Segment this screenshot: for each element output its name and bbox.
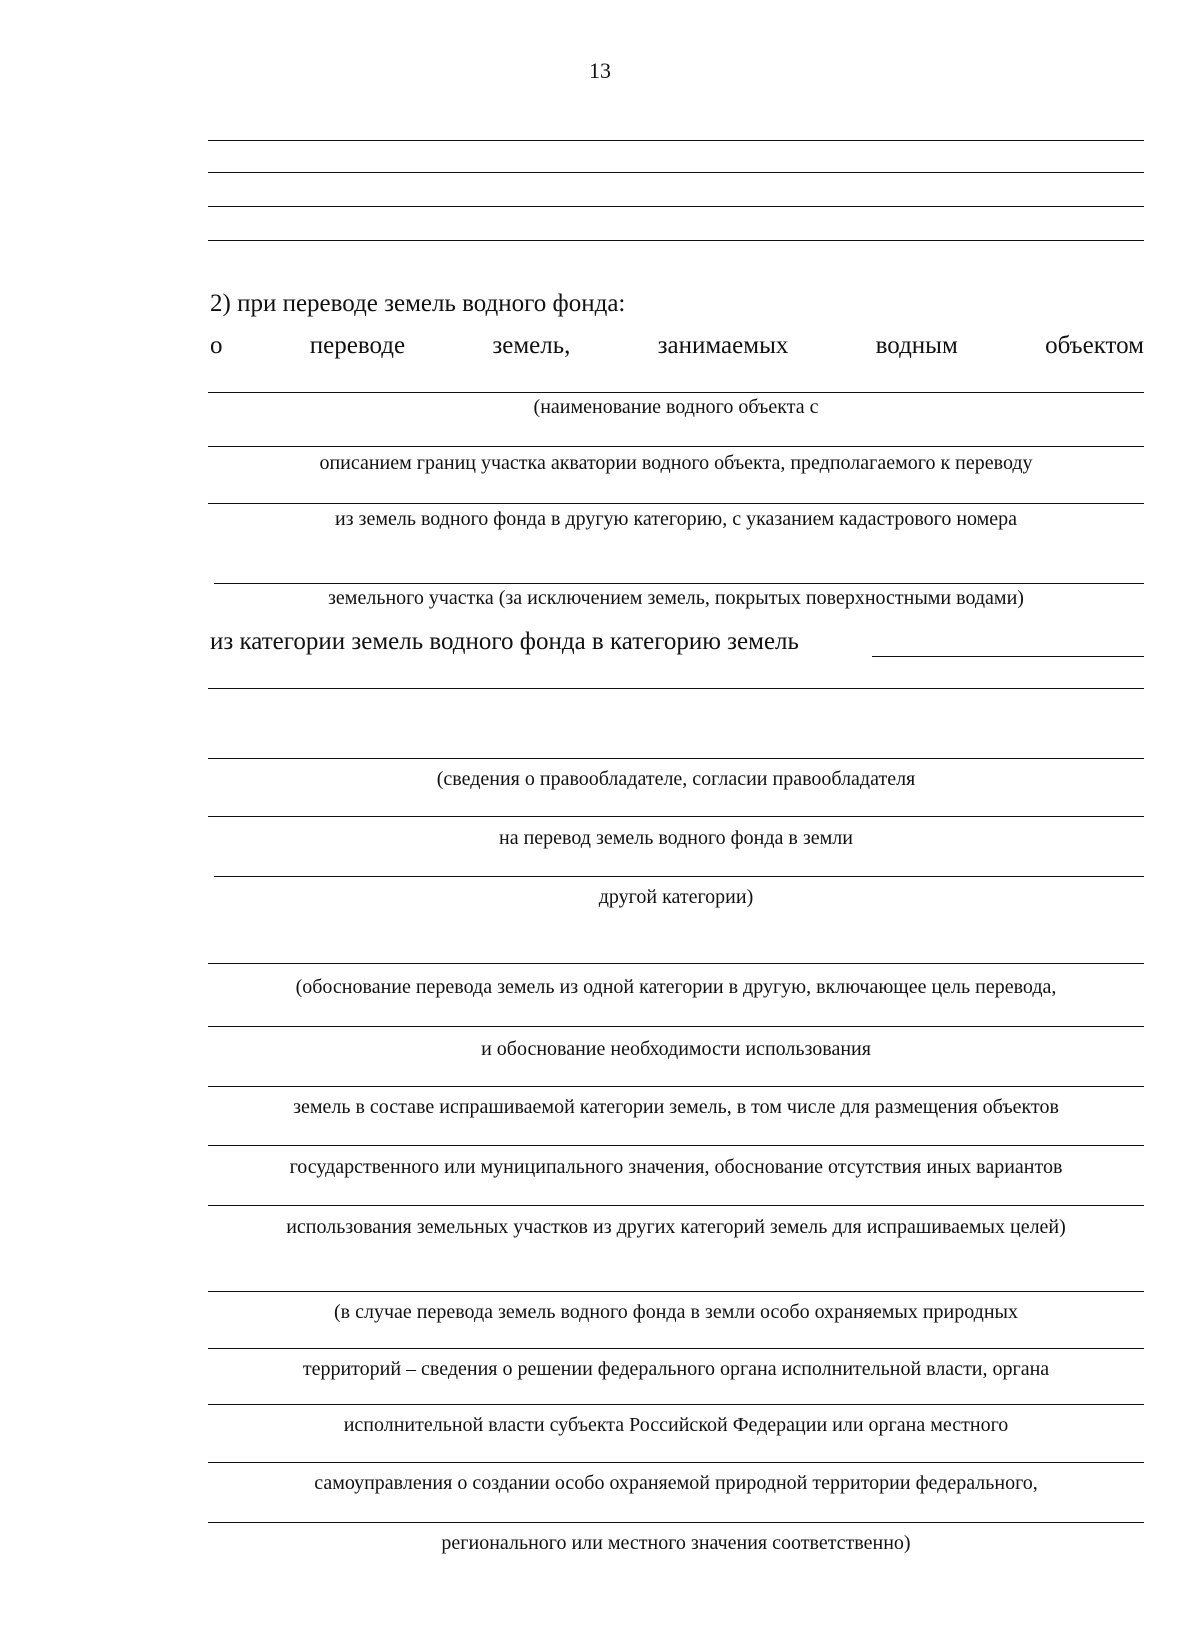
- caption-protected-3: исполнительной власти субъекта Российской Федерации или органа местного: [343, 1414, 1009, 1436]
- fill-line: [214, 583, 1144, 584]
- fill-line: [208, 1145, 1144, 1146]
- fill-line: [208, 503, 1144, 504]
- caption-justification-2: и обоснование необходимости использования: [481, 1038, 871, 1060]
- fill-line: [208, 392, 1144, 393]
- caption-water-object-2: описанием границ участка акватории водного объекта, предполагаемого к переводу: [319, 452, 1033, 474]
- caption-protected-5: регионального или местного значения соответственно): [441, 1532, 911, 1554]
- fill-line: [208, 1522, 1144, 1523]
- fill-line: [208, 1086, 1144, 1087]
- fill-line: [208, 446, 1144, 447]
- fill-line: [208, 1291, 1144, 1292]
- fill-line: [208, 1404, 1144, 1405]
- fill-line: [208, 1348, 1144, 1349]
- caption-rights-holder-1: (сведения о правообладателе, согласии правообладателя: [436, 768, 916, 790]
- justified-word: водным: [875, 332, 958, 359]
- caption-justification-5: использования земельных участков из других категорий земель для испрашиваемых целей): [286, 1216, 1066, 1238]
- fill-line: [208, 1205, 1144, 1206]
- caption-water-object-3: из земель водного фонда в другую категорию, с указанием кадастрового номера: [334, 508, 1018, 530]
- blank-line-2: [208, 172, 1144, 173]
- justified-word: объектом: [1045, 332, 1144, 359]
- fill-line: [214, 876, 1144, 877]
- blank-line-4: [208, 240, 1144, 241]
- caption-justification-4: государственного или муниципального значения, обоснование отсутствия иных вариантов: [289, 1156, 1063, 1178]
- category-fill-line: [872, 656, 1144, 657]
- fill-line: [208, 758, 1144, 759]
- fill-line: [208, 816, 1144, 817]
- caption-protected-2: территорий – сведения о решении федерального органа исполнительной власти, органа: [302, 1358, 1050, 1380]
- justified-word: занимаемых: [657, 332, 789, 359]
- caption-water-object-4: земельного участка (за исключением земель, покрытых поверхностными водами): [328, 587, 1024, 609]
- section-heading: 2) при переводе земель водного фонда:: [210, 290, 626, 317]
- page-number: 13: [589, 58, 611, 83]
- category-line-text: из категории земель водного фонда в категорию земель: [210, 628, 799, 655]
- blank-line-1: [208, 140, 1144, 141]
- caption-protected-1: (в случае перевода земель водного фонда в земли особо охраняемых природных: [334, 1301, 1018, 1323]
- blank-line-3: [208, 206, 1144, 207]
- caption-rights-holder-2: на перевод земель водного фонда в земли: [499, 827, 853, 849]
- justified-word: земель,: [492, 332, 571, 359]
- justified-word: переводе: [309, 332, 406, 359]
- caption-justification-3: земель в составе испрашиваемой категории земель, в том числе для размещения объектов: [293, 1096, 1059, 1118]
- fill-line: [208, 1026, 1144, 1027]
- fill-line: [208, 1462, 1144, 1463]
- caption-water-object-1: (наименование водного объекта с: [533, 396, 819, 418]
- justified-word: о: [210, 332, 223, 359]
- caption-justification-1: (обоснование перевода земель из одной категории в другую, включающее цель перевода,: [295, 976, 1057, 998]
- justified-line: [210, 332, 1144, 360]
- fill-line: [208, 963, 1144, 964]
- caption-protected-4: самоуправления о создании особо охраняемой природной территории федерального,: [314, 1472, 1038, 1494]
- caption-rights-holder-3: другой категории): [598, 886, 754, 908]
- fill-line: [208, 688, 1144, 689]
